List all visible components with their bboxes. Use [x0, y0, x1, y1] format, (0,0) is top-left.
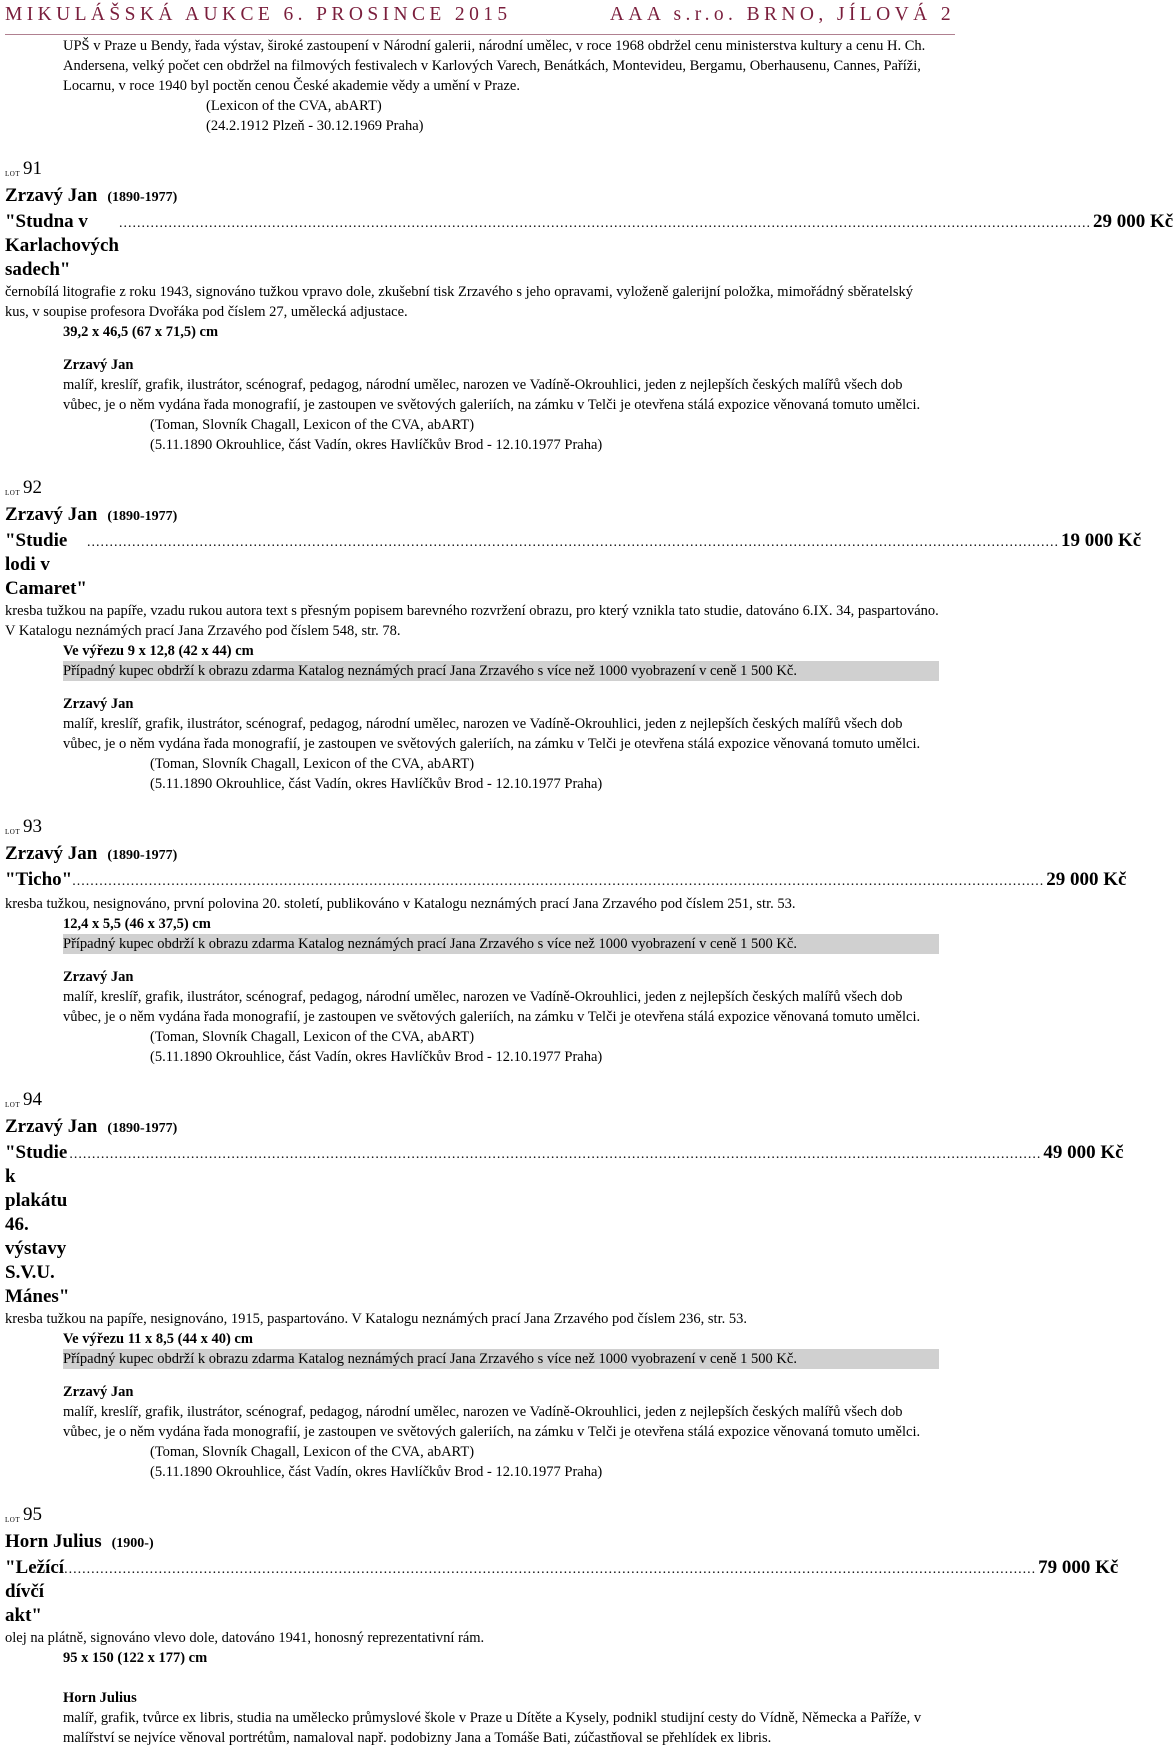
bio-life: (5.11.1890 Okrouhlice, část Vadín, okres Havlíčkův Brod - 12.10.1977 Praha) — [150, 776, 603, 792]
lot-number: 94 — [23, 1089, 42, 1110]
lot-label: LOT — [5, 828, 21, 836]
lot-description: kresba tužkou na papíře, vzadu rukou autora text s přesným popisem barevného rozvržení obrazu, pro který vznikla tato studie, datováno 6.IX. 34, paspartováno. V Katalogu neznámých prací Jana Zrzavého pod číslem 548, str. 78. — [5, 603, 939, 639]
lot-heading-94 — [5, 1089, 939, 1113]
lot-price: 79 000 Kč — [1038, 1557, 1119, 1578]
lot-price: 19 000 Kč — [1060, 530, 1142, 551]
lot-description: černobílá litografie z roku 1943, signováno tužkou vpravo dole, zkušební tisk Zrzavého s jeho opravami, vyloženě galerijní položka, mimořádný sběratelský kus, v soupise profesora Dvořáka pod číslem 27, umělecká adjustace. — [5, 284, 914, 320]
artist-name: Zrzavý Jan — [5, 843, 98, 864]
lot-title: "Studie lodi v Camaret" — [5, 530, 87, 599]
bio-name: Zrzavý Jan — [63, 969, 134, 985]
artist-years: (1890-1977) — [107, 848, 178, 863]
lot-dimensions: Ve výřezu 9 x 12,8 (42 x 44) cm — [63, 643, 254, 659]
lot-label: LOT — [5, 170, 21, 178]
lot-heading-91 — [5, 158, 939, 182]
lot-title-row — [5, 1556, 1119, 1628]
lot-artist — [5, 503, 939, 529]
intro-sources: (Lexicon of the CVA, abART) — [206, 98, 382, 114]
intro-bio — [5, 36, 939, 136]
bio-text: malíř, kreslíř, grafik, ilustrátor, scénograf, pedagog, národní umělec, narozen ve Vadíně-Okrouhlici, jeden z nejlepších českých malířů všech dob vůbec, je o něm vydána řada monografií, je zastoupen ve světových galeriích, na zámku v Telči je otevřena stálá expozice věnovaná tomuto umělci. — [63, 1404, 921, 1440]
leader-dots: ........................................................................................................................................................................................................................ — [69, 1147, 1042, 1162]
lot-title-row — [5, 868, 1127, 894]
lot-label: LOT — [5, 1101, 21, 1109]
lot-dimensions: 39,2 x 46,5 (67 x 71,5) cm — [63, 324, 219, 340]
leader-dots: ........................................................................................................................................................................................................................ — [64, 1562, 1037, 1577]
lot-label: LOT — [5, 489, 21, 497]
catalog-offer-note: Případný kupec obdrží k obrazu zdarma Katalog neznámých prací Jana Zrzavého s více než 1000 vyobrazení v ceně 1 500 Kč. — [63, 661, 939, 681]
artist-name: Zrzavý Jan — [5, 1116, 98, 1137]
lot-title-row — [5, 210, 1173, 282]
lot-heading-93 — [5, 816, 939, 840]
leader-dots: ........................................................................................................................................................................................................................ — [118, 216, 1091, 231]
catalog-offer-note: Případný kupec obdrží k obrazu zdarma Katalog neznámých prací Jana Zrzavého s více než 1000 vyobrazení v ceně 1 500 Kč. — [63, 1349, 939, 1369]
catalog-content — [5, 36, 1173, 1748]
leader-dots: ........................................................................................................................................................................................................................ — [86, 535, 1059, 550]
lot-title-row — [5, 529, 1142, 601]
lot-dimensions: 12,4 x 5,5 (46 x 37,5) cm — [63, 916, 211, 932]
lot-price: 29 000 Kč — [1092, 211, 1173, 232]
bio-life: (5.11.1890 Okrouhlice, část Vadín, okres Havlíčkův Brod - 12.10.1977 Praha) — [150, 1464, 603, 1480]
lot-heading-95 — [5, 1504, 939, 1528]
bio-text: malíř, kreslíř, grafik, ilustrátor, scénograf, pedagog, národní umělec, narozen ve Vadíně-Okrouhlici, jeden z nejlepších českých malířů všech dob vůbec, je o něm vydána řada monografií, je zastoupen ve světových galeriích, na zámku v Telči je otevřena stálá expozice věnovaná tomuto umělci. — [63, 989, 921, 1025]
bio-text: malíř, kreslíř, grafik, ilustrátor, scénograf, pedagog, národní umělec, narozen ve Vadíně-Okrouhlici, jeden z nejlepších českých malířů všech dob vůbec, je o něm vydána řada monografií, je zastoupen ve světových galeriích, na zámku v Telči je otevřena stálá expozice věnovaná tomuto umělci. — [63, 716, 921, 752]
artist-bio — [5, 1402, 939, 1482]
bio-sources: (Toman, Slovník Chagall, Lexicon of the CVA, abART) — [150, 1029, 475, 1045]
artist-name: Zrzavý Jan — [5, 185, 98, 206]
lot-description: olej na plátně, signováno vlevo dole, datováno 1941, honosný reprezentativní rám. — [5, 1630, 485, 1646]
auction-title: MIKULÁŠSKÁ AUKCE 6. PROSINCE 2015 — [5, 4, 512, 25]
lot-number: 91 — [23, 158, 42, 179]
lot-title: "Studie k plakátu 46. výstavy S.V.U. Mánes" — [5, 1142, 70, 1307]
bio-text: malíř, grafik, tvůrce ex libris, studia na umělecko průmyslové škole v Praze u Dítěte a Kysely, podnikl studijní cesty do Vídně, Německa a Paříže, v malířství se nejvíce věnoval portrétům, namaloval např. podobizny Jana a Tomáše Bati, zúčastňoval se přehlídek ex libris. — [63, 1710, 922, 1746]
leader-dots: ........................................................................................................................................................................................................................ — [72, 874, 1045, 889]
intro-text: UPŠ v Praze u Bendy, řada výstav, široké zastoupení v Národní galerii, národní umělec, v roce 1968 obdržel cenu ministerstva kultury a cenu H. Ch. Andersena, velký počet cen obdržel na filmových festivalech v Karlových Varech, Benátkách, Montevideu, Bergamu, Oberhausenu, Cannes, Paříži, Locarnu, v roce 1940 byl poctěn cenou České akademie vědy a umění v Praze. — [63, 38, 926, 94]
lot-title-row — [5, 1141, 1124, 1309]
artist-years: (1890-1977) — [107, 509, 178, 524]
artist-name: Horn Julius — [5, 1531, 102, 1552]
lot-artist — [5, 842, 939, 868]
lot-price: 49 000 Kč — [1043, 1142, 1124, 1163]
artist-bio — [5, 1708, 939, 1748]
bio-sources: (Toman, Slovník Chagall, Lexicon of the CVA, abART) — [150, 417, 475, 433]
catalog-offer-note: Případný kupec obdrží k obrazu zdarma Katalog neznámých prací Jana Zrzavého s více než 1000 vyobrazení v ceně 1 500 Kč. — [63, 934, 939, 954]
page-header — [5, 4, 955, 35]
bio-sources: (Toman, Slovník Chagall, Lexicon of the CVA, abART) — [150, 756, 475, 772]
lot-dimensions: Ve výřezu 11 x 8,5 (44 x 40) cm — [63, 1331, 253, 1347]
lot-heading-92 — [5, 477, 939, 501]
lot-title: "Ticho" — [5, 869, 73, 890]
bio-sources: (Toman, Slovník Chagall, Lexicon of the CVA, abART) — [150, 1444, 475, 1460]
lot-description: kresba tužkou, nesignováno, první polovina 20. století, publikováno v Katalogu neznámých prací Jana Zrzavého pod číslem 251, str. 53. — [5, 896, 796, 912]
artist-name: Zrzavý Jan — [5, 504, 98, 525]
lot-dimensions: 95 x 150 (122 x 177) cm — [63, 1650, 208, 1666]
bio-name: Horn Julius — [63, 1690, 137, 1706]
artist-years: (1890-1977) — [107, 1121, 178, 1136]
artist-bio — [5, 375, 939, 455]
lot-description: kresba tužkou na papíře, nesignováno, 1915, paspartováno. V Katalogu neznámých prací Jana Zrzavého pod číslem 236, str. 53. — [5, 1311, 747, 1327]
bio-name: Zrzavý Jan — [63, 357, 134, 373]
lot-artist — [5, 1530, 939, 1556]
bio-life: (5.11.1890 Okrouhlice, část Vadín, okres Havlíčkův Brod - 12.10.1977 Praha) — [150, 1049, 603, 1065]
artist-years: (1890-1977) — [107, 190, 178, 205]
bio-life: (5.11.1890 Okrouhlice, část Vadín, okres Havlíčkův Brod - 12.10.1977 Praha) — [150, 437, 603, 453]
artist-years: (1900-) — [111, 1536, 154, 1551]
bio-name: Zrzavý Jan — [63, 696, 134, 712]
bio-name: Zrzavý Jan — [63, 1384, 134, 1400]
lot-title: "Studna v Karlachových sadech" — [5, 211, 119, 280]
company-address: AAA s.r.o. BRNO, JÍLOVÁ 2 — [609, 4, 955, 25]
lot-number: 95 — [23, 1504, 42, 1525]
lot-number: 93 — [23, 816, 42, 837]
intro-life: (24.2.1912 Plzeň - 30.12.1969 Praha) — [206, 118, 424, 134]
artist-bio — [5, 714, 939, 794]
lot-number: 92 — [23, 477, 42, 498]
lot-artist — [5, 1115, 939, 1141]
lot-price: 29 000 Kč — [1046, 869, 1127, 890]
lot-title: "Ležící dívčí akt" — [5, 1557, 65, 1626]
lot-label: LOT — [5, 1516, 21, 1524]
artist-bio — [5, 987, 939, 1067]
bio-text: malíř, kreslíř, grafik, ilustrátor, scénograf, pedagog, národní umělec, narozen ve Vadíně-Okrouhlici, jeden z nejlepších českých malířů všech dob vůbec, je o něm vydána řada monografií, je zastoupen ve světových galeriích, na zámku v Telči je otevřena stálá expozice věnovaná tomuto umělci. — [63, 377, 921, 413]
lot-artist — [5, 184, 939, 210]
